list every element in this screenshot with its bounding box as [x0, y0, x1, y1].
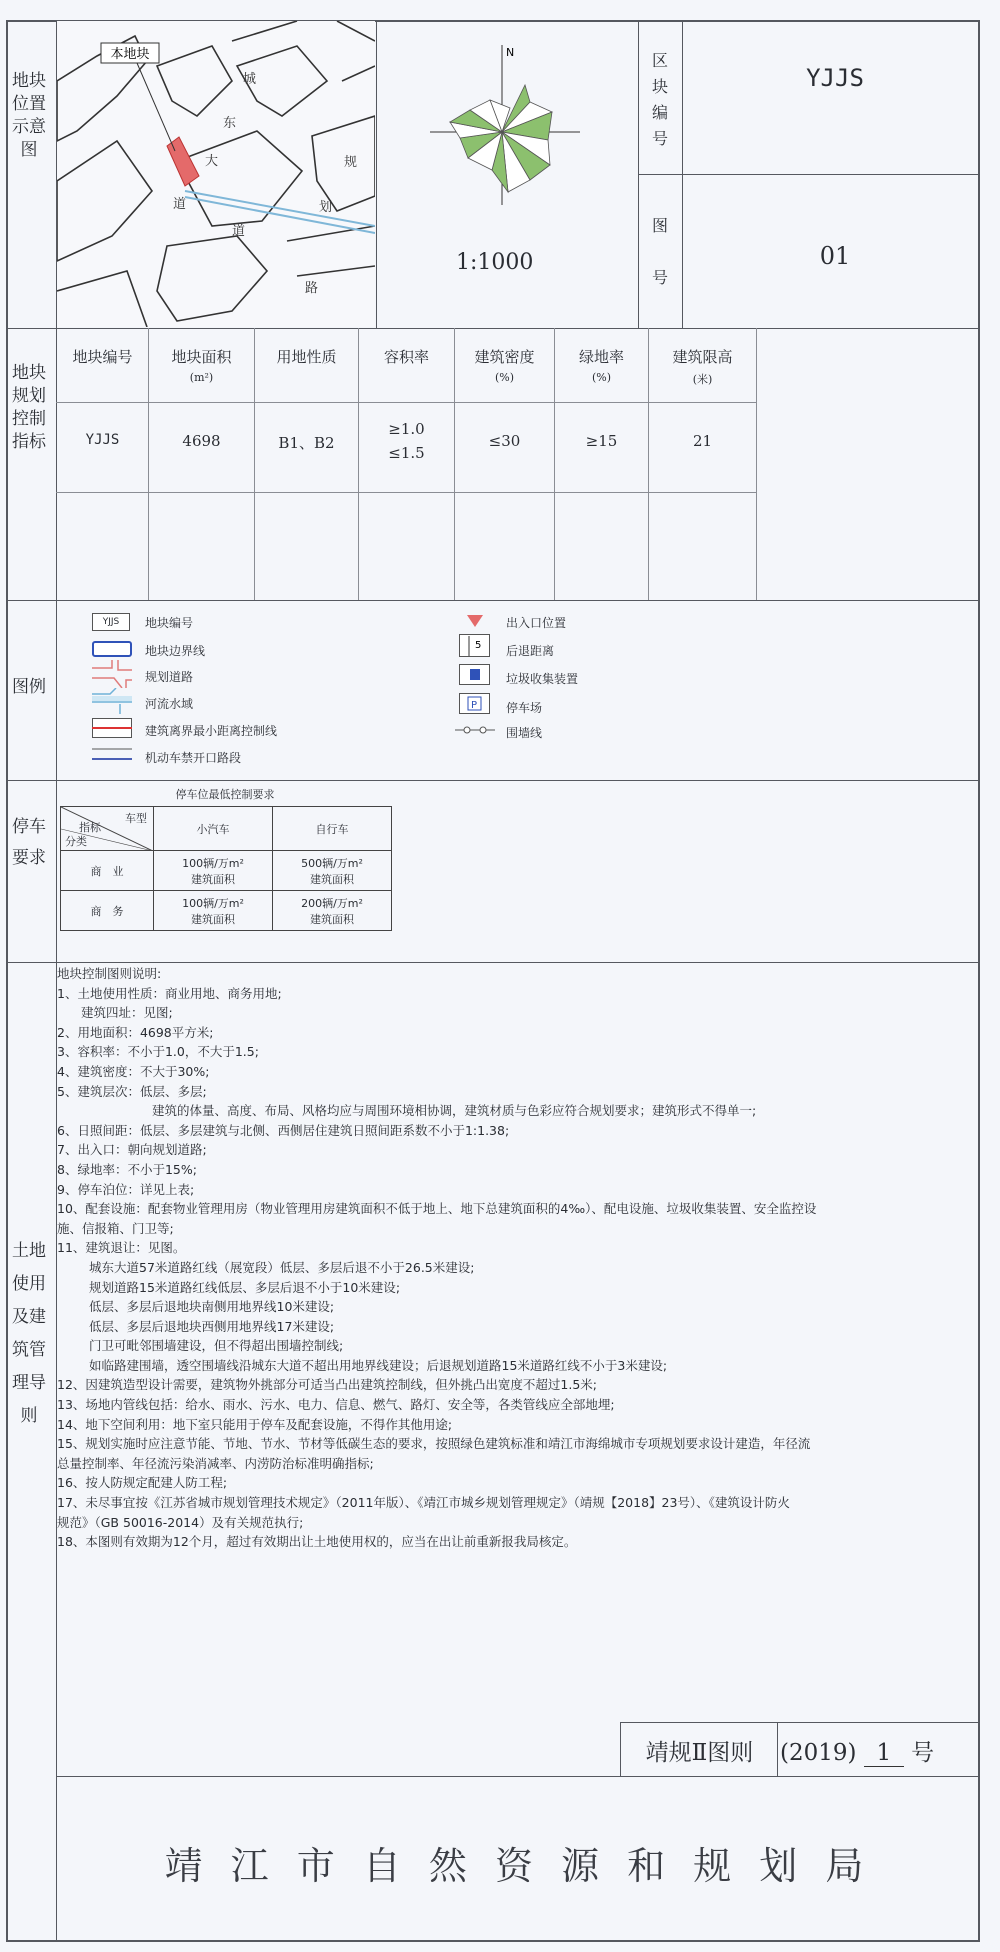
td-height: 21 [692, 432, 713, 450]
svg-text:路: 路 [305, 281, 319, 296]
th-green: 绿地率 (%) [578, 348, 624, 384]
doc-number: 1 [864, 1740, 904, 1767]
legend-code-swatch: YJJS [92, 613, 130, 631]
legend-no-access-swatch [92, 745, 132, 765]
legend-item-setback: 后退距离 [506, 644, 555, 658]
map-block-label: 本地块 [110, 47, 150, 62]
divider [6, 780, 980, 781]
rule-line: 门卫可毗邻围墙建设，但不得超出围墙控制线; [89, 1338, 344, 1354]
figure-no-value: 01 [819, 242, 851, 270]
divider [620, 1722, 980, 1723]
svg-text:5: 5 [475, 640, 482, 651]
rule-line: 7、出入口：朝向规划道路; [57, 1142, 207, 1158]
block-code-label: 区块编号 [651, 51, 668, 148]
td-area: 4698 [182, 432, 221, 450]
td-landuse: B1、B2 [278, 434, 335, 452]
rule-line: 地块控制图则说明: [57, 966, 162, 981]
td-code: YJJS [85, 432, 120, 448]
legend-item-garbage: 垃圾收集装置 [506, 672, 579, 686]
block-code-value: YJJS [806, 64, 864, 92]
legend-item-parking: 停车场 [506, 701, 543, 715]
issuer: 靖 江 市 自 然 资 源 和 规 划 局 [164, 1844, 872, 1888]
rule-line: 6、日照间距：低层、多层建筑与北侧、西侧居住建筑日照间距系数不小于1:1.38; [57, 1122, 510, 1138]
map-scale: 1:1000 [456, 250, 534, 275]
legend-item-entrance: 出入口位置 [506, 616, 567, 630]
th-height: 建筑限高 (米) [672, 348, 733, 386]
doc-number-line: (2019) 1 号 [780, 1740, 935, 1766]
legend-item-water: 河流水域 [145, 697, 194, 711]
section-title-parking: 停车要求 [12, 817, 46, 868]
parking-table-title: 停车位最低控制要求 [175, 788, 275, 801]
td-green: ≥15 [585, 432, 618, 450]
svg-text:东: 东 [223, 116, 237, 131]
rule-line: 2、用地面积：4698平方米; [57, 1024, 214, 1040]
north-label: N [506, 46, 515, 59]
legend-item-wall: 围墙线 [506, 726, 543, 740]
rule-line: 11、建筑退让：见图。 [57, 1240, 186, 1256]
rule-line: 13、场地内管线包括：给水、雨水、污水、电力、信息、燃气、路灯、安全等，各类管线应全部地埋; [57, 1397, 615, 1413]
rule-line: 总量控制率、年径流污染消减率、内涝防治标准明确指标; [57, 1455, 374, 1471]
td-far-min: ≥1.0 [388, 420, 425, 438]
rule-line: 15、规划实施时应注意节能、节地、节水、节材等低碳生态的要求，按照绿色建筑标准和靖江市海绵城市专项规划要求设计建造，年径流 [57, 1436, 811, 1452]
svg-text:道: 道 [232, 224, 246, 239]
rule-line: 17、未尽事宜按《江苏省城市规划管理技术规定》（2011年版）、《靖江市城乡规划管理规定》（靖规【2018】23号）、《建筑设计防火 [57, 1495, 790, 1511]
rule-line: 规划道路15米道路红线低层、多层后退不小于10米建设; [89, 1279, 401, 1295]
rule-line: 规范》（GB 50016-2014）及有关规范执行; [57, 1514, 304, 1530]
legend-parking-swatch [455, 693, 495, 715]
parking-row: 商 业 100辆/万m² 建筑面积 500辆/万m² 建筑面积 [61, 851, 392, 891]
figure-no-label: 图号 [651, 216, 668, 287]
svg-text:大: 大 [205, 154, 219, 169]
parking-col-bike: 自行车 [273, 807, 392, 851]
doc-label: 靖规Ⅱ图则 [645, 1740, 754, 1766]
rule-line: 5、建筑层次：低层、多层; [57, 1083, 207, 1099]
legend-entrance-swatch [455, 613, 495, 629]
svg-text:P: P [471, 700, 478, 711]
rule-line: 9、停车泊位：详见上表; [57, 1181, 195, 1197]
legend-setback-line-swatch [92, 718, 132, 738]
rule-line: 建筑的体量、高度、布局、风格均应与周围环境相协调，建筑材质与色彩应符合规划要求；建筑形式不得单一; [152, 1103, 757, 1119]
rule-line: 8、绿地率：不小于15%; [57, 1161, 197, 1177]
parking-col-car: 小汽车 [154, 807, 273, 851]
legend-water-swatch [92, 688, 132, 714]
rule-line: 如临路建围墙，透空围墙线沿城东大道不超出用地界线建设；后退规划道路15米道路红线不小于3米建设; [89, 1357, 668, 1373]
section-title-indicators: 地块规划控制指标 [12, 363, 46, 452]
rule-line: 低层、多层后退地块南侧用地界线10米建设; [89, 1299, 335, 1315]
rule-line: 18、本图则有效期为12个月，超过有效期出让土地使用权的，应当在出让前重新报我局核定。 [57, 1534, 577, 1550]
svg-text:规: 规 [344, 155, 358, 170]
section-title-rules: 土地使用及建筑管理导则 [12, 1241, 46, 1426]
wind-rose [430, 40, 590, 210]
divider [376, 20, 377, 328]
divider [638, 174, 980, 175]
legend-item-no-access: 机动车禁开口路段 [145, 751, 242, 765]
location-map [57, 21, 375, 327]
td-far-max: ≤1.5 [388, 444, 425, 462]
legend-wall-swatch [455, 722, 495, 738]
parking-row: 商 务 100辆/万m² 建筑面积 200辆/万m² 建筑面积 [61, 891, 392, 931]
rule-line: 施、信报箱、门卫等; [57, 1220, 174, 1236]
section-title-legend: 图例 [12, 677, 46, 697]
divider [6, 600, 980, 601]
rule-line: 14、地下空间利用：地下室只能用于停车及配套设施，不得作其他用途; [57, 1416, 453, 1432]
svg-text:道: 道 [173, 197, 187, 212]
divider [6, 962, 980, 963]
rule-line: 建筑四址：见图; [81, 1005, 173, 1021]
divider [56, 1776, 980, 1777]
legend-boundary-swatch [92, 641, 132, 657]
divider [6, 328, 980, 329]
legend-garbage-swatch [455, 664, 495, 686]
rule-line: 16、按人防规定配建人防工程; [57, 1475, 228, 1491]
th-area: 地块面积 (m²) [171, 348, 232, 384]
rule-line: 低层、多层后退地块西侧用地界线17米建设; [89, 1318, 335, 1334]
legend-item-boundary: 地块边界线 [145, 644, 206, 658]
rule-line: 1、土地使用性质：商业用地、商务用地; [57, 985, 282, 1001]
th-density: 建筑密度 (%) [474, 348, 535, 384]
legend-item-code: 地块编号 [145, 616, 194, 630]
divider [620, 1722, 621, 1776]
td-density: ≤30 [488, 432, 521, 450]
divider [777, 1722, 778, 1776]
section-title-location: 地块位置示意图 [12, 71, 46, 160]
legend-setback-swatch [455, 634, 495, 658]
th-landuse: 用地性质 [276, 348, 337, 366]
legend-road-swatch [92, 660, 132, 688]
th-far: 容积率 [383, 348, 429, 366]
parking-table: 车型 指标 分类 小汽车 自行车 商 业 100辆/万m² 建筑面积 500辆/万m² 建筑面积 商 务 100辆/万m² 建筑面积 200辆/万m² 建筑面积 [60, 806, 392, 931]
rule-line: 3、容积率：不小于1.0，不大于1.5; [57, 1044, 259, 1060]
svg-text:划: 划 [319, 200, 333, 215]
legend-item-road: 规划道路 [145, 670, 194, 684]
th-code: 地块编号 [72, 348, 133, 366]
rule-line: 4、建筑密度：不大于30%; [57, 1063, 210, 1079]
rules-text [57, 964, 967, 1552]
rule-line: 12、因建筑造型设计需要，建筑物外挑部分可适当凸出建筑控制线，但外挑凸出宽度不超过1.5米; [57, 1377, 597, 1393]
legend-item-setback-line: 建筑离界最小距离控制线 [145, 724, 278, 738]
svg-text:城: 城 [243, 72, 257, 87]
rule-line: 10、配套设施：配套物业管理用房（物业管理用房建筑面积不低于地上、地下总建筑面积的4‰）、配电设施、垃圾收集装置、安全监控设 [57, 1201, 817, 1217]
rule-line: 城东大道57米道路红线（展宽段）低层、多层后退不小于26.5米建设; [89, 1259, 475, 1275]
